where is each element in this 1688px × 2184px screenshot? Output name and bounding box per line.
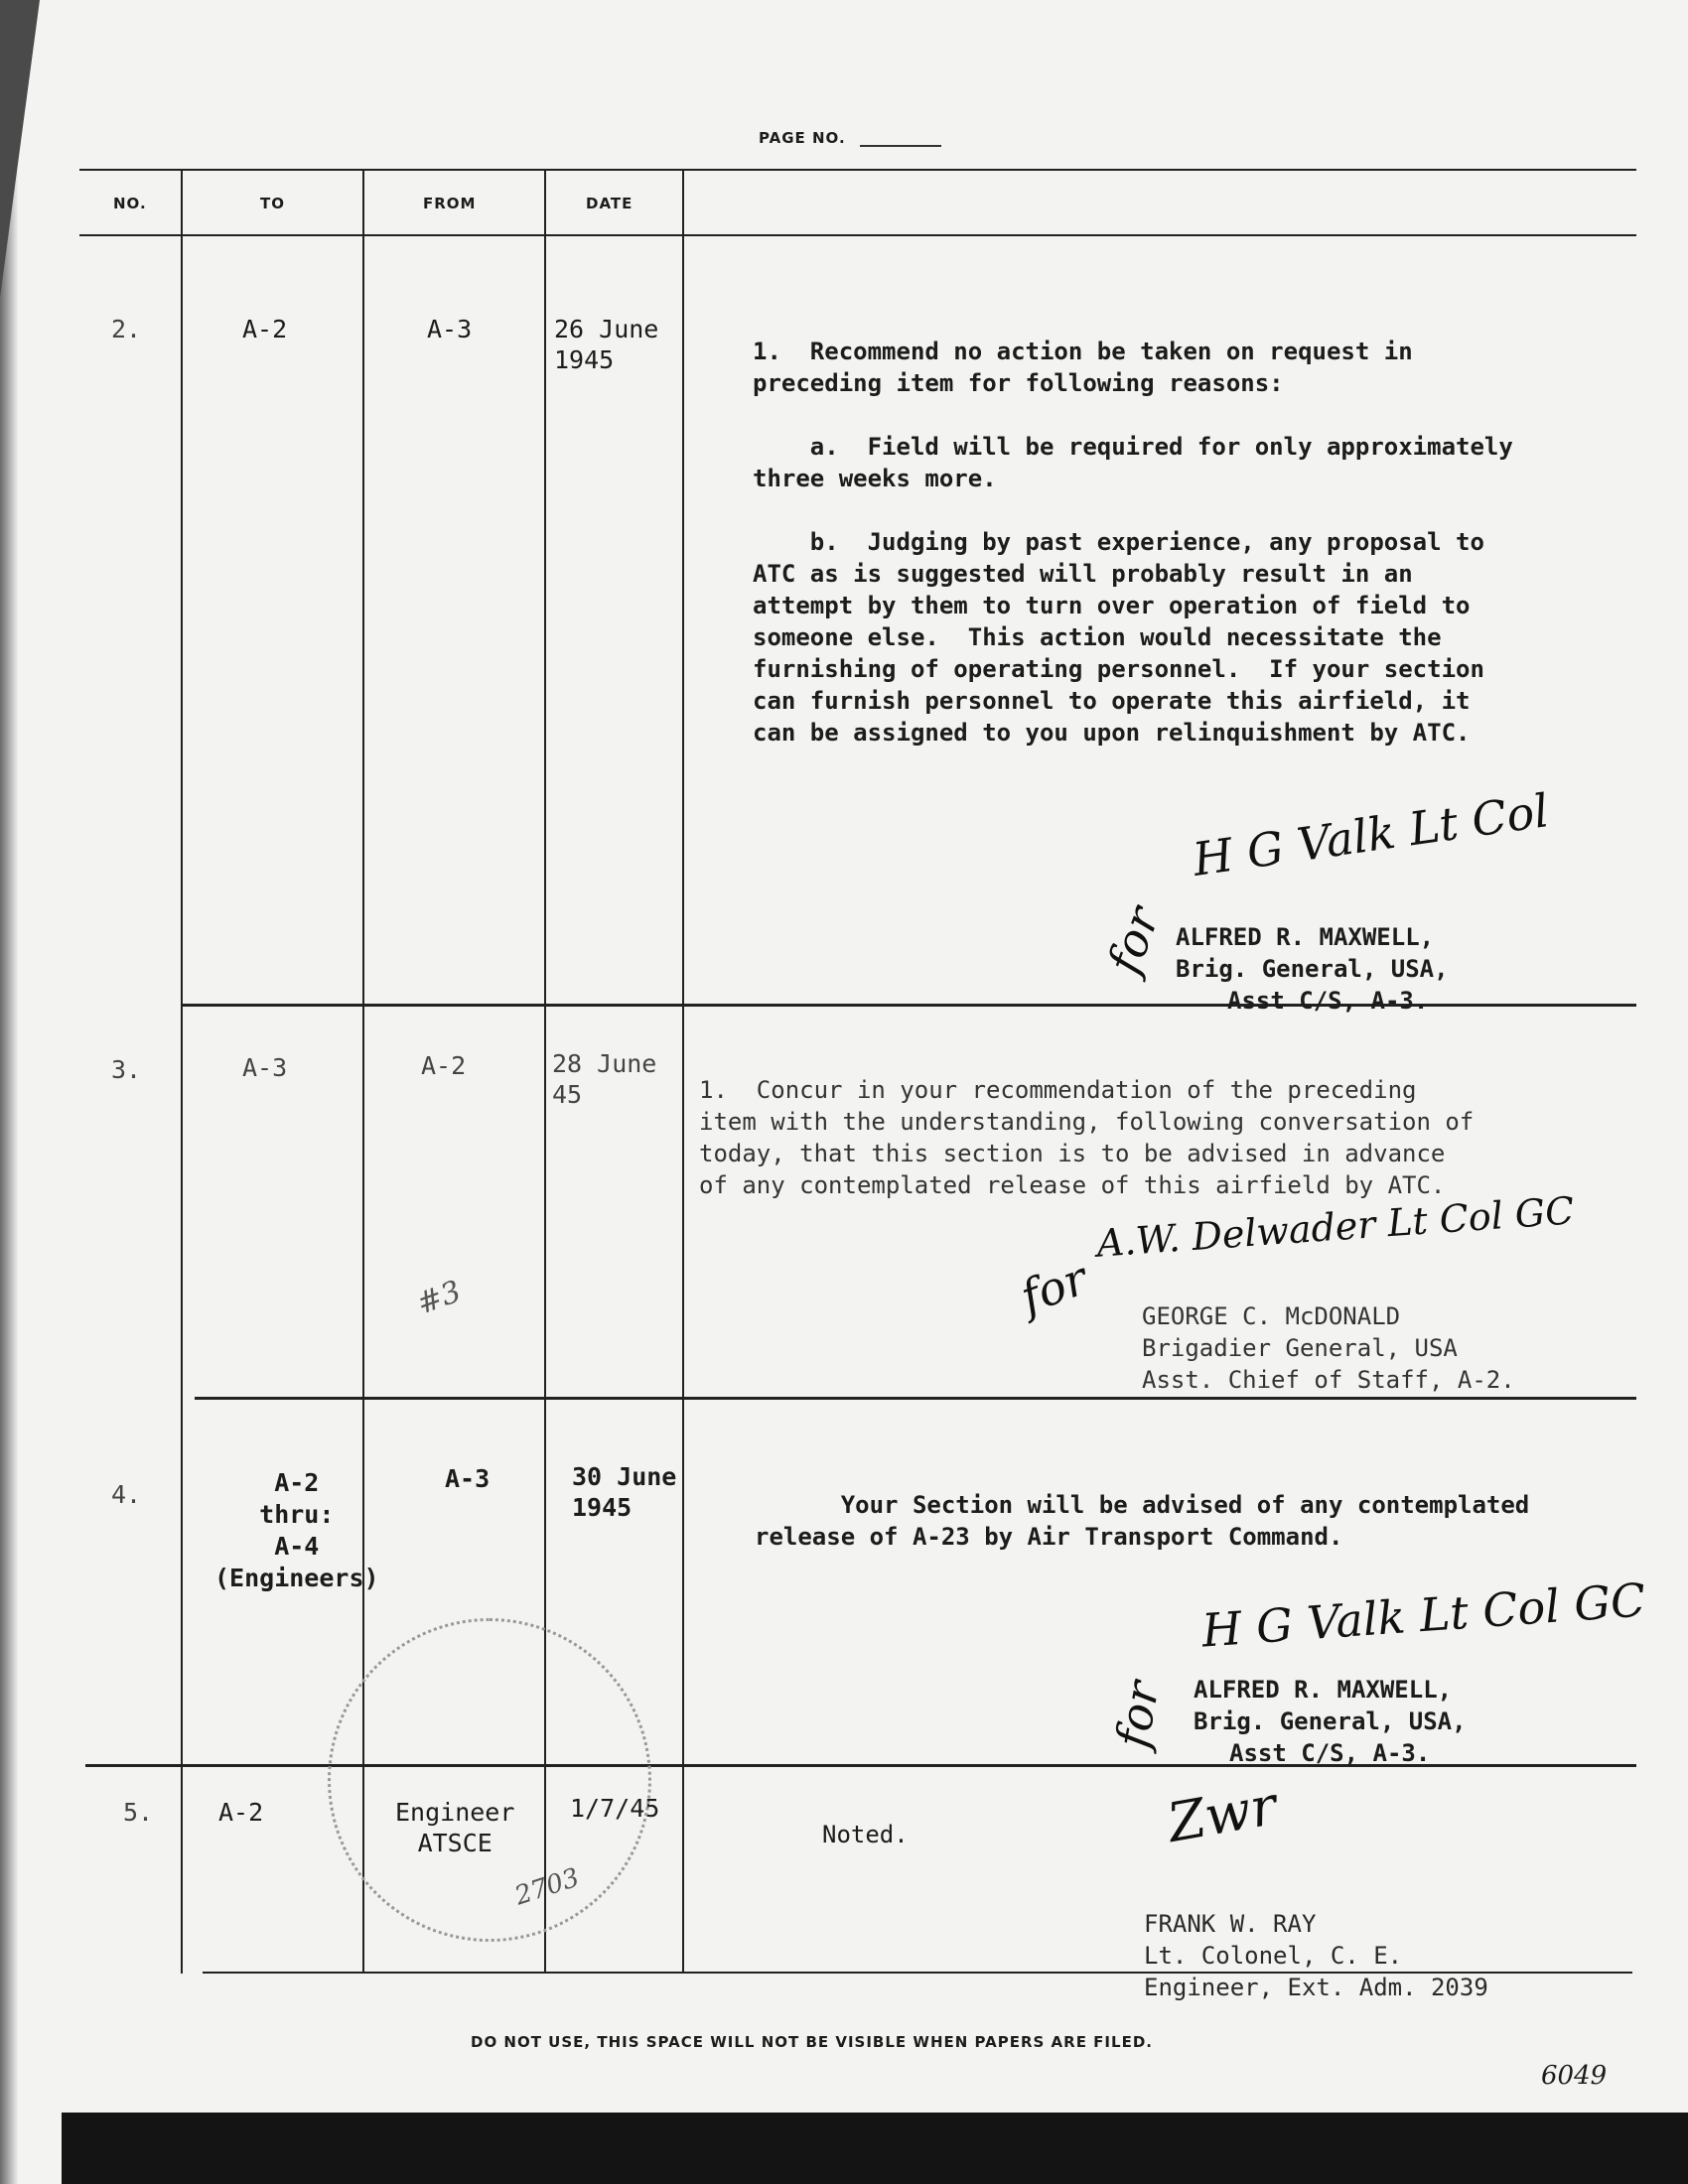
signer-name: ALFRED R. MAXWELL, [1176, 923, 1435, 951]
text-line: item with the understanding, following conversation of [699, 1108, 1475, 1136]
signature-block [1194, 1642, 1467, 1801]
filing-notice: DO NOT USE, THIS SPACE WILL NOT BE VISIBLE WHEN PAPERS ARE FILED. [471, 2033, 1153, 2051]
text-line: 1. Concur in your recommendation of the preceding [699, 1076, 1417, 1104]
text-line: Noted. [822, 1821, 909, 1848]
handwritten-signature: A.W. Delwader Lt Col GC [1095, 1188, 1576, 1266]
margin-mark: 2703 [510, 1862, 584, 1912]
signature-prefix: for [1104, 1677, 1170, 1752]
entry-from: A-2 [421, 1051, 467, 1080]
signature-block [1142, 1269, 1515, 1428]
entry-from: A-3 [445, 1464, 491, 1493]
table-top-rule [79, 169, 1636, 171]
entry-text [822, 1787, 909, 1882]
signer-rank: Brig. General, USA, [1194, 1707, 1467, 1735]
signer-name: GEORGE C. McDONALD [1142, 1302, 1401, 1330]
scan-edge-shadow [0, 0, 18, 2184]
text-line: furnishing of operating personnel. If your section [753, 655, 1484, 683]
signer-rank: Brig. General, USA, [1176, 955, 1449, 983]
text-line [753, 399, 1513, 431]
folded-corner [0, 0, 40, 298]
text-line [753, 494, 1513, 526]
entry-to: A-3 [242, 1053, 288, 1082]
text-line: today, that this section is to be advised in advance [699, 1140, 1446, 1167]
handwritten-signature: H G Valk Lt Col [1189, 783, 1553, 887]
page-number-label: PAGE NO. [759, 129, 846, 147]
entry-text [753, 304, 1513, 780]
column-header-to: TO [260, 195, 285, 212]
entry-to: A-2 thru: A-4 (Engineers) [214, 1468, 379, 1592]
text-line: release of A-23 by Air Transport Command. [755, 1523, 1343, 1551]
text-line: of any contemplated release of this airfield by ATC. [699, 1171, 1446, 1199]
entry-number: 3. [111, 1055, 142, 1084]
column-rule-no [181, 171, 183, 1974]
text-line: Your Section will be advised of any contemplated [755, 1491, 1530, 1519]
handwritten-signature: H G Valk Lt Col GC [1199, 1572, 1647, 1658]
entry-to: A-2 [242, 315, 288, 343]
text-line: ATC as is suggested will probably result in an [753, 560, 1413, 588]
signer-rank: Brigadier General, USA [1142, 1334, 1458, 1362]
scan-bottom-band [62, 2113, 1688, 2184]
page-number-blank [860, 145, 941, 147]
entry-from: A-3 [427, 315, 473, 343]
entry-date: 1/7/45 [570, 1794, 660, 1823]
handwritten-signature: Zwr [1163, 1773, 1282, 1855]
column-header-from: FROM [423, 195, 477, 212]
text-line: b. Judging by past experience, any proposal to [753, 528, 1484, 556]
received-stamp [328, 1618, 651, 1942]
entry-to: A-2 [218, 1798, 264, 1827]
margin-mark: #3 [412, 1274, 466, 1322]
signature-block [1176, 889, 1449, 1048]
header-bottom-rule [79, 234, 1636, 236]
column-rule-date [682, 171, 684, 1974]
entry-number: 4. [111, 1480, 142, 1509]
text-line: someone else. This action would necessitate the [753, 623, 1442, 651]
entry-number: 5. [123, 1798, 154, 1827]
entry-date: 26 June 1945 [554, 315, 659, 374]
entry-date: 28 June 45 [552, 1049, 657, 1109]
text-line: can furnish personnel to operate this airfield, it [753, 687, 1471, 715]
signer-rank: Lt. Colonel, C. E. [1144, 1942, 1403, 1970]
entry-number: 2. [111, 315, 142, 343]
entry-text [755, 1457, 1529, 1584]
text-line: a. Field will be required for only approximately [753, 433, 1513, 461]
text-line: preceding item for following reasons: [753, 369, 1284, 397]
text-line: can be assigned to you upon relinquishment by ATC. [753, 719, 1471, 747]
signature-prefix: for [1013, 1251, 1094, 1324]
column-header-no: NO. [113, 195, 147, 212]
signer-title: Engineer, Ext. Adm. 2039 [1144, 1974, 1488, 2001]
entry-from: Engineer ATSCE [395, 1798, 515, 1857]
signer-title: Asst C/S, A-3. [1229, 1739, 1431, 1767]
text-line: three weeks more. [753, 465, 997, 492]
file-number: 6049 [1541, 2061, 1608, 2091]
text-line: attempt by them to turn over operation of field to [753, 592, 1471, 619]
signer-title: Asst. Chief of Staff, A-2. [1142, 1366, 1515, 1394]
column-header-date: DATE [586, 195, 633, 212]
signer-name: FRANK W. RAY [1144, 1910, 1317, 1938]
signer-name: ALFRED R. MAXWELL, [1194, 1676, 1453, 1704]
signature-prefix: for [1096, 899, 1171, 981]
entry-date: 30 June 1945 [572, 1462, 677, 1522]
text-line: 1. Recommend no action be taken on request in [753, 338, 1413, 365]
signer-title: Asst C/S, A-3. [1227, 987, 1429, 1015]
signature-block [1144, 1876, 1488, 2035]
